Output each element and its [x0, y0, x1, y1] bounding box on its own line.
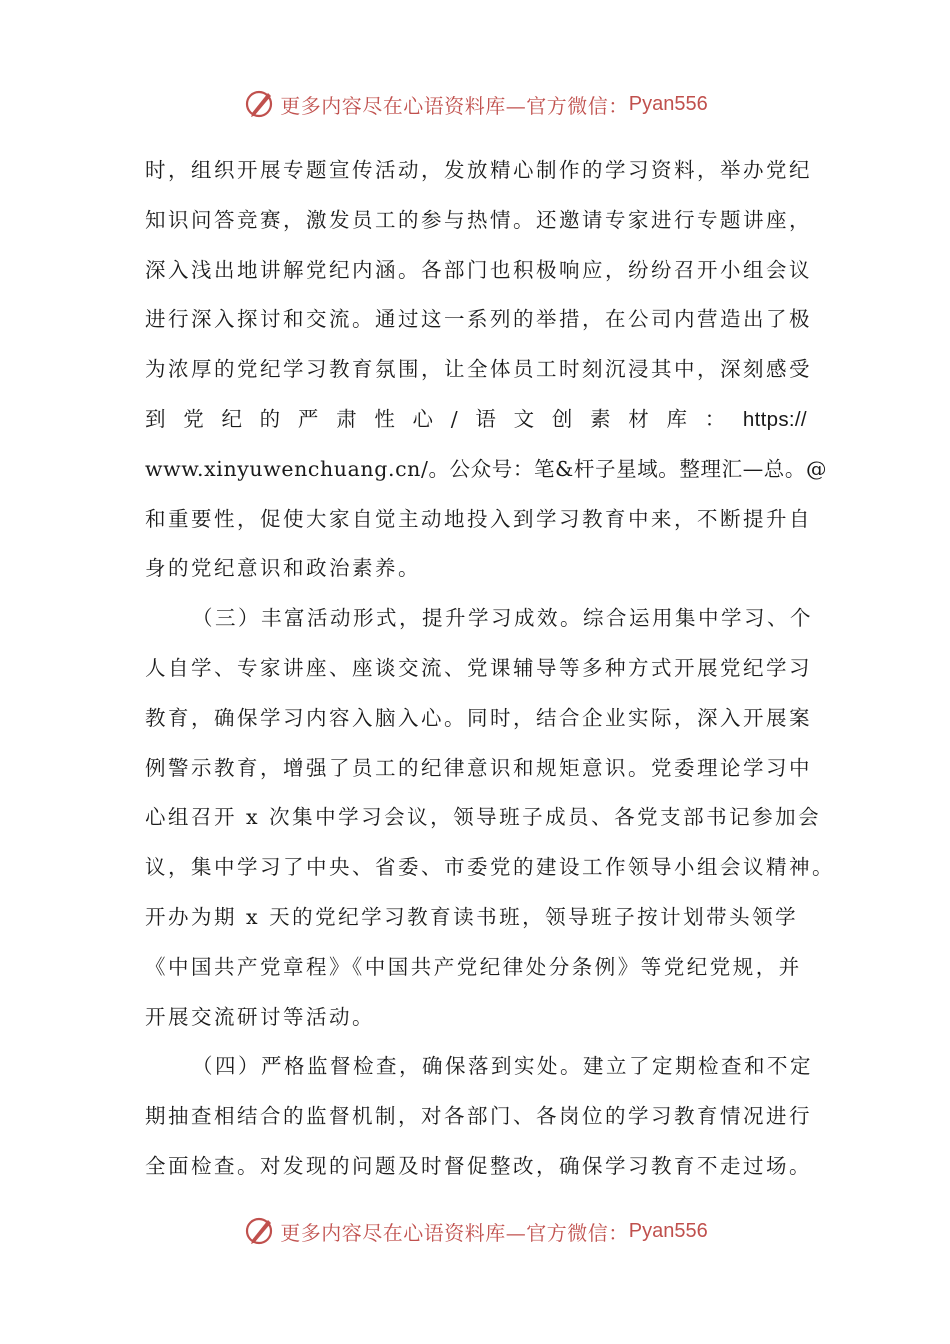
- header-banner-wechat: Pyan556: [628, 92, 708, 115]
- text-char: 到: [145, 406, 166, 431]
- text-char: 性: [374, 406, 395, 431]
- paragraph-3-line: 《中国共产党章程》《中国共产党纪律处分条例》等党纪党规，并: [145, 954, 802, 979]
- text-line: 知识问答竞赛，激发员工的参与热情。还邀请专家进行专题讲座，: [145, 207, 812, 232]
- pen-logo-icon: [242, 87, 276, 121]
- paragraph-4-line: （四）严格监督检查，确保落到实处。建立了定期检查和不定: [192, 1054, 813, 1079]
- text-line: 和重要性，促使大家自觉主动地投入到学习教育中来，不断提升自: [145, 506, 812, 531]
- text-line: 身的党纪意识和政治素养。: [145, 556, 421, 581]
- text-char: 肃: [336, 406, 357, 431]
- text-char: 严: [297, 406, 319, 431]
- text-char: 创: [551, 406, 573, 431]
- paragraph-4-line: 期抽查相结合的监督机制，对各部门、各岗位的学习教育情况进行: [145, 1104, 812, 1129]
- footer-banner-text: 更多内容尽在心语资料库—官方微信：: [280, 1220, 629, 1245]
- paragraph-3-line: 心组召开 x 次集中学习会议，领导班子成员、各党支部书记参加会: [145, 805, 822, 830]
- text-char: 心: [412, 406, 434, 431]
- justified-text-line: [145, 395, 807, 445]
- text-char: 的: [259, 406, 281, 431]
- document-body: [145, 146, 835, 1192]
- text-char: 纪: [221, 406, 242, 431]
- text-line: 时，组织开展专题宣传活动，发放精心制作的学习资料，举办党纪: [145, 158, 812, 182]
- text-char: 文: [513, 406, 535, 431]
- text-line: 为浓厚的党纪学习教育氛围，让全体员工时刻沉浸其中，深刻感受: [145, 357, 812, 382]
- footer-banner-wechat: Pyan556: [628, 1219, 708, 1242]
- header-banner: [0, 84, 950, 124]
- url-fragment: https://: [742, 407, 807, 431]
- header-banner-text: 更多内容尽在心语资料库—官方微信：: [280, 93, 629, 118]
- paragraph-3-line: 议，集中学习了中央、省委、市委党的建设工作领导小组会议精神。: [145, 855, 835, 880]
- text-char: /: [450, 406, 458, 431]
- text-line: 深入浅出地讲解党纪内涵。各部门也积极响应，纷纷召开小组会议: [145, 257, 812, 282]
- text-char: 素: [590, 406, 611, 431]
- text-char: ：: [704, 406, 726, 431]
- paragraph-3-line: 例警示教育，增强了员工的纪律意识和规矩意识。党委理论学习中: [145, 755, 812, 780]
- paragraph-4-line: 全面检查。对发现的问题及时督促整改，确保学习教育不走过场。: [145, 1153, 812, 1178]
- text-char: 语: [475, 406, 496, 431]
- text-char: 材: [628, 406, 649, 431]
- paragraph-3-line: 教育，确保学习内容入脑入心。同时，结合企业实际，深入开展案: [145, 705, 812, 730]
- paragraph-3-line: 开展交流研讨等活动。: [145, 1004, 375, 1029]
- footer-banner: [0, 1211, 950, 1251]
- pen-logo-icon: [242, 1214, 276, 1248]
- paragraph-3-line: 开办为期 x 天的党纪学习教育读书班，领导班子按计划带头领学: [145, 904, 799, 929]
- text-char: 库: [666, 406, 687, 431]
- text-char: 党: [183, 406, 204, 431]
- paragraph-3-line: （三）丰富活动形式，提升学习成效。综合运用集中学习、个: [192, 606, 813, 631]
- paragraph-3-line: 人自学、专家讲座、座谈交流、党课辅导等多种方式开展党纪学习: [145, 655, 812, 680]
- text-line: 进行深入探讨和交流。通过这一系列的举措，在公司内营造出了极: [145, 307, 812, 332]
- url-text-line: www.xinyuwenchuang.cn/。公众号：笔&杆子星域。整理汇—总。@: [145, 456, 828, 481]
